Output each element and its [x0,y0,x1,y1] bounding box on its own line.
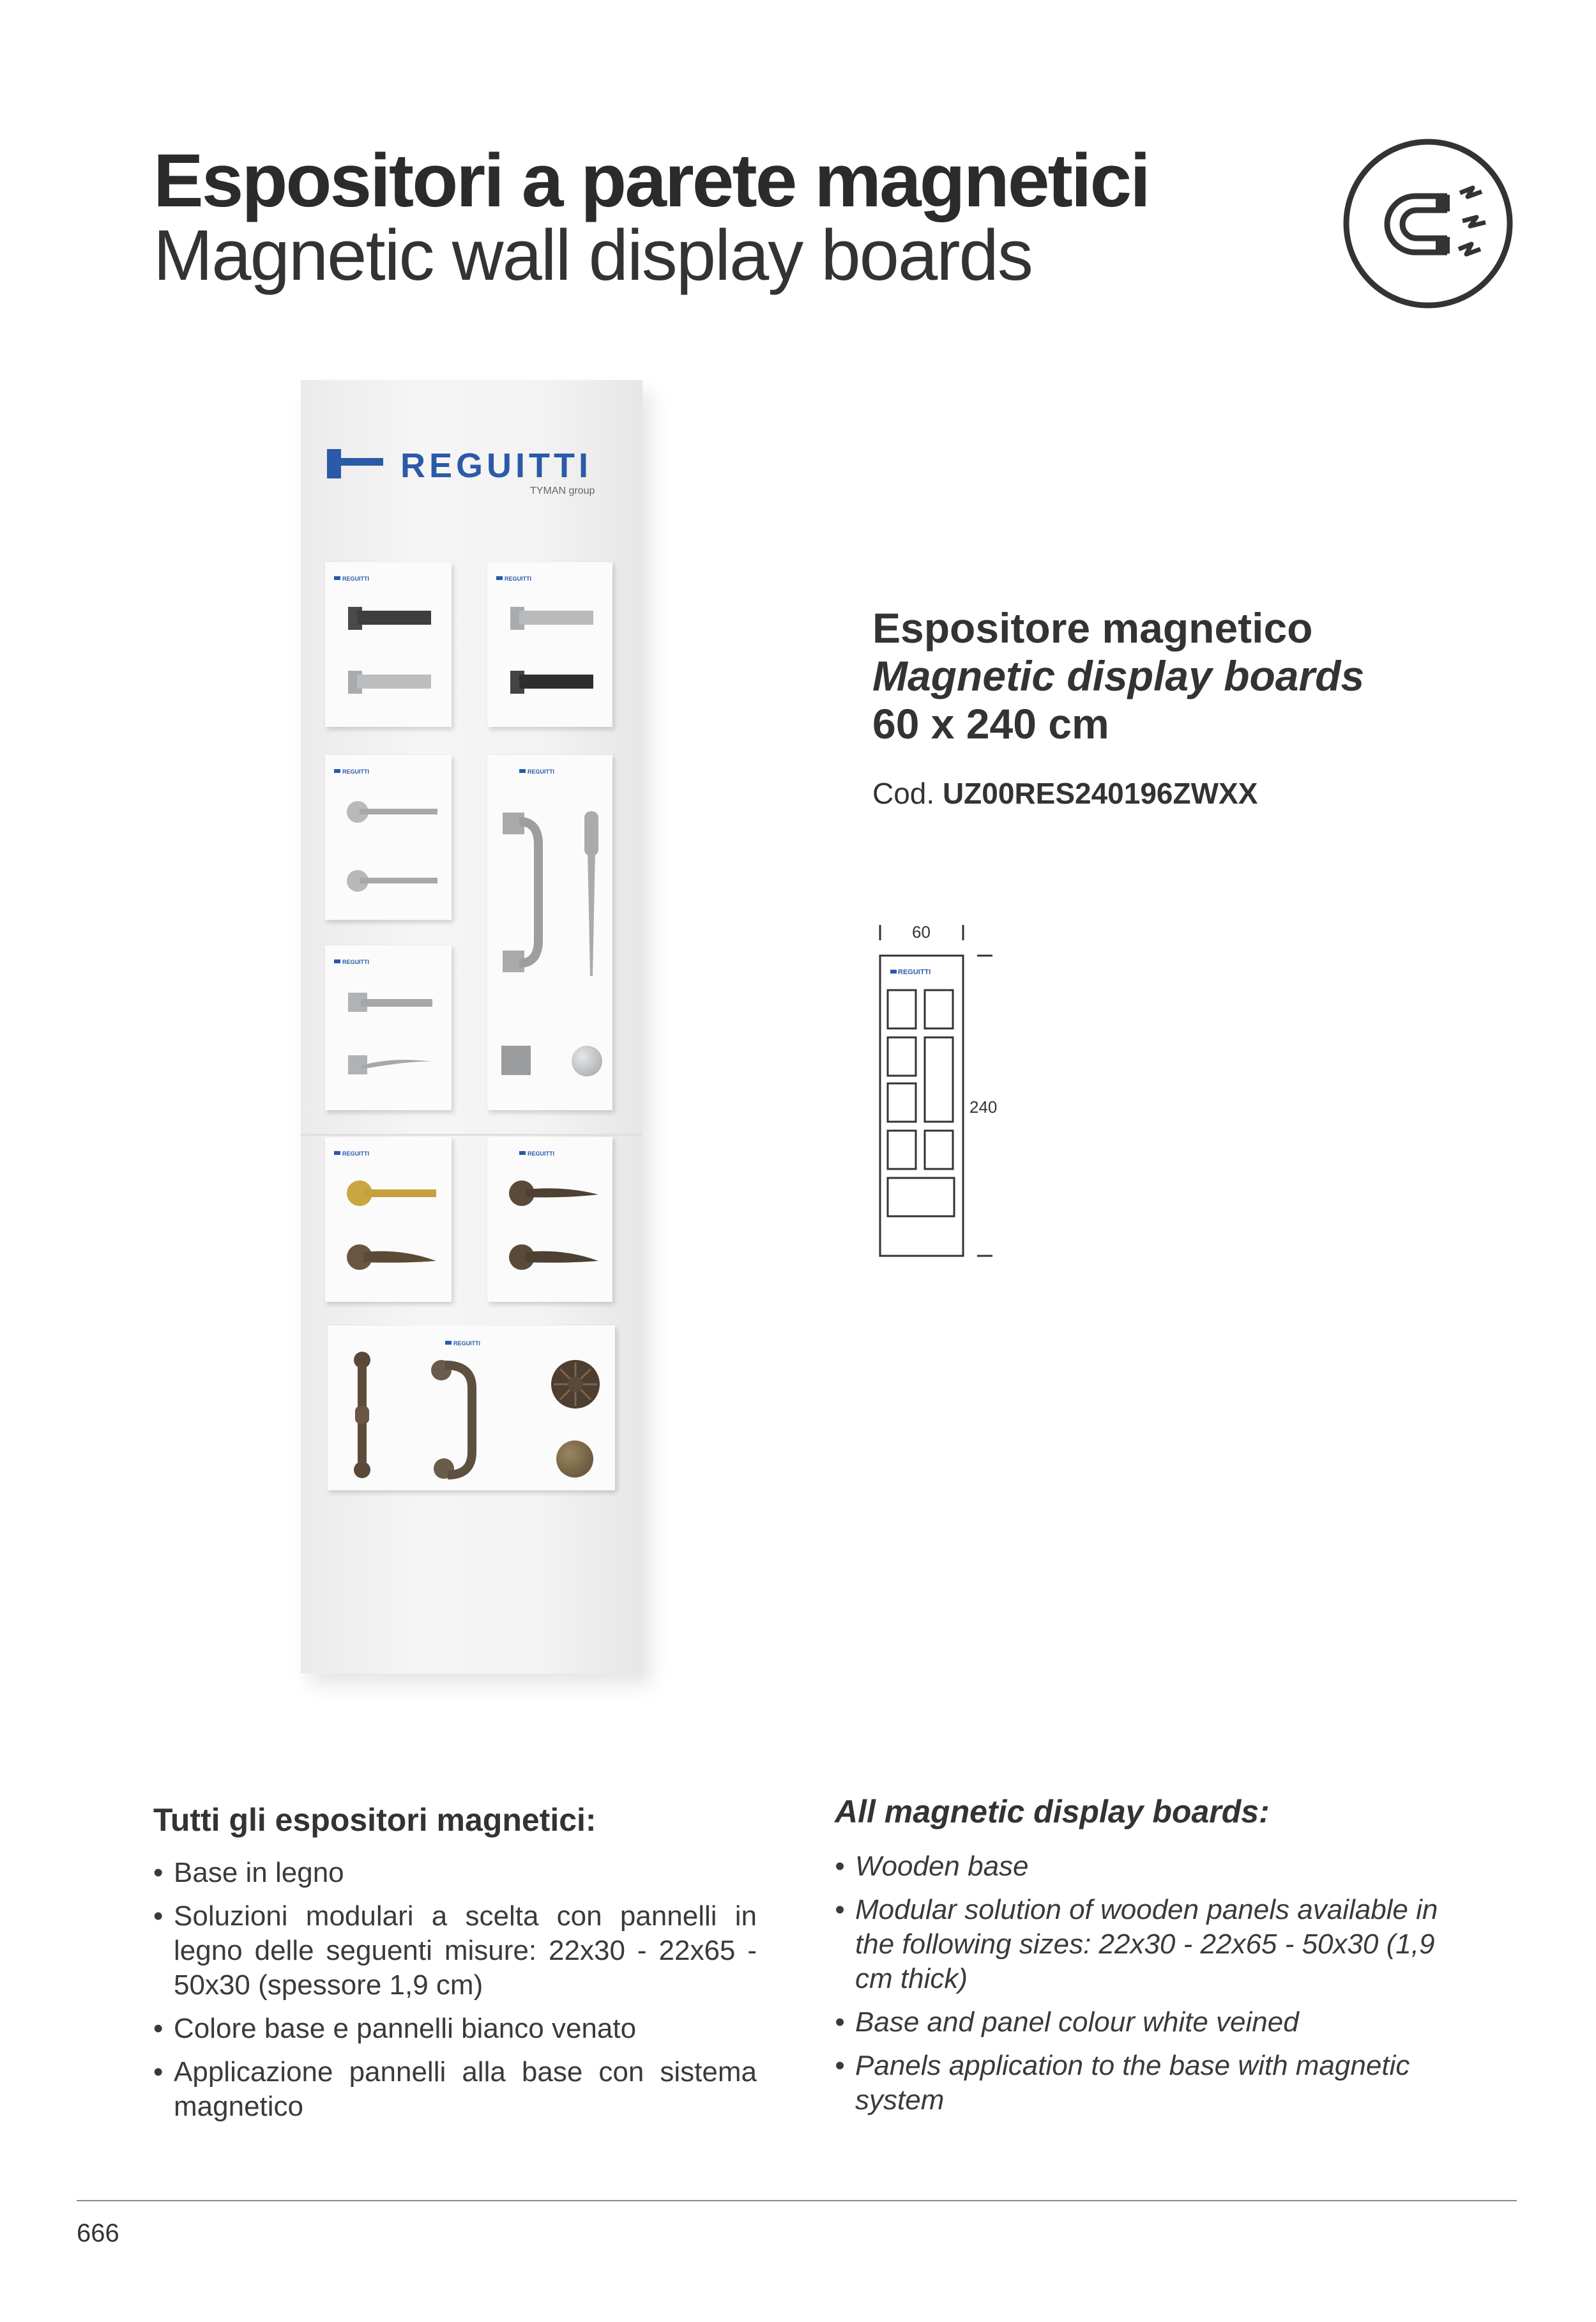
handle-lever [357,611,431,625]
handle-lever [360,809,437,814]
list-item: • Wooden base [835,1849,1445,1884]
bronze-pull-handle [430,1356,481,1484]
bronze-rosette-knob [550,1359,601,1410]
round-knob [572,1046,602,1076]
bronze-pull-handle [349,1351,375,1479]
svg-text:REGUITTI: REGUITTI [505,576,531,581]
square-knob [501,1046,531,1075]
sample-panel [325,1137,452,1302]
board-brand-text: REGUITTI [400,447,592,485]
product-subtitle: Magnetic display boards [872,652,1365,699]
width-label: 60 [912,922,931,942]
page-number: 666 [77,2219,119,2247]
page-subtitle: Magnetic wall display boards [153,215,1032,295]
bronze-handle [344,1242,440,1274]
bronze-round-knob [556,1440,593,1478]
bronze-handle [506,1178,602,1210]
panel-brand-logo [519,1150,565,1156]
svg-text:REGUITTI: REGUITTI [342,1150,369,1156]
panel-brand-logo [334,768,380,774]
board-brand-sub: TYMAN group [530,485,595,496]
panel-brand-logo [334,1150,380,1156]
handle-lever [360,878,437,883]
sample-panel [325,945,452,1110]
svg-text:REGUITTI: REGUITTI [528,1150,554,1156]
handle-lever [361,999,432,1007]
handle-lever [519,675,593,689]
list-item: • Modular solution of wooden panels available in the following sizes: 22x30 - 22x65 - 50x30 (1,9 cm thick) [835,1893,1445,1996]
list-item: • Applicazione pannelli alla base con sistema magnetico [153,2055,757,2124]
sample-panel [328,1325,615,1490]
panel-brand-logo [445,1340,491,1346]
list-item: • Panels application to the base with magnetic system [835,2049,1445,2118]
handle-lever [357,675,431,689]
svg-text:REGUITTI: REGUITTI [453,1340,480,1346]
product-code-value: UZ00RES240196ZWXX [942,777,1258,810]
panel-brand-logo [496,575,542,581]
magnet-icon [1340,135,1516,312]
list-item: • Colore base e pannelli bianco venato [153,2012,757,2046]
svg-text:REGUITTI: REGUITTI [528,768,554,774]
sample-panel [325,755,452,920]
sample-panel [487,1137,612,1302]
list-item: • Base in legno [153,1856,757,1890]
features-list-it [153,1856,757,2133]
product-size: 60 x 240 cm [872,700,1109,747]
board-brand-logo [327,443,611,507]
svg-text:REGUITTI: REGUITTI [342,959,369,965]
product-code-label: Cod. [872,777,935,810]
bronze-handle [506,1242,602,1274]
features-heading-en: All magnetic display boards: [835,1794,1270,1829]
features-heading-it: Tutti gli espositori magnetici: [153,1802,597,1838]
svg-text:REGUITTI: REGUITTI [342,576,369,581]
sample-panel [325,562,452,727]
product-title: Espositore magnetico [872,604,1313,652]
diagram-brand-text: REGUITTI [898,968,931,976]
sample-panel [487,755,612,1110]
height-label: 240 [969,1097,998,1117]
pull-handle [500,813,545,972]
window-handle [582,811,601,977]
panel-brand-logo [334,958,380,965]
page-title: Espositori a parete magnetici [153,139,1149,223]
board-seam [301,1134,642,1136]
list-item: • Base and panel colour white veined [835,2005,1445,2040]
product-code [872,776,1258,811]
dimension-diagram [869,913,1022,1271]
panel-brand-logo [334,575,380,581]
handle-lever [361,1055,437,1074]
features-list-en [835,1849,1445,2127]
svg-text:REGUITTI: REGUITTI [342,768,369,774]
handle-lever [519,611,593,625]
footer-divider [77,2200,1517,2201]
panel-brand-logo [519,768,565,774]
brass-handle [344,1178,440,1210]
list-item: • Soluzioni modulari a scelta con pannelli in legno delle seguenti misure: 22x30 - 22x65 - 50x30 (spessore 1,9 cm) [153,1899,757,2003]
sample-panel [487,562,612,727]
